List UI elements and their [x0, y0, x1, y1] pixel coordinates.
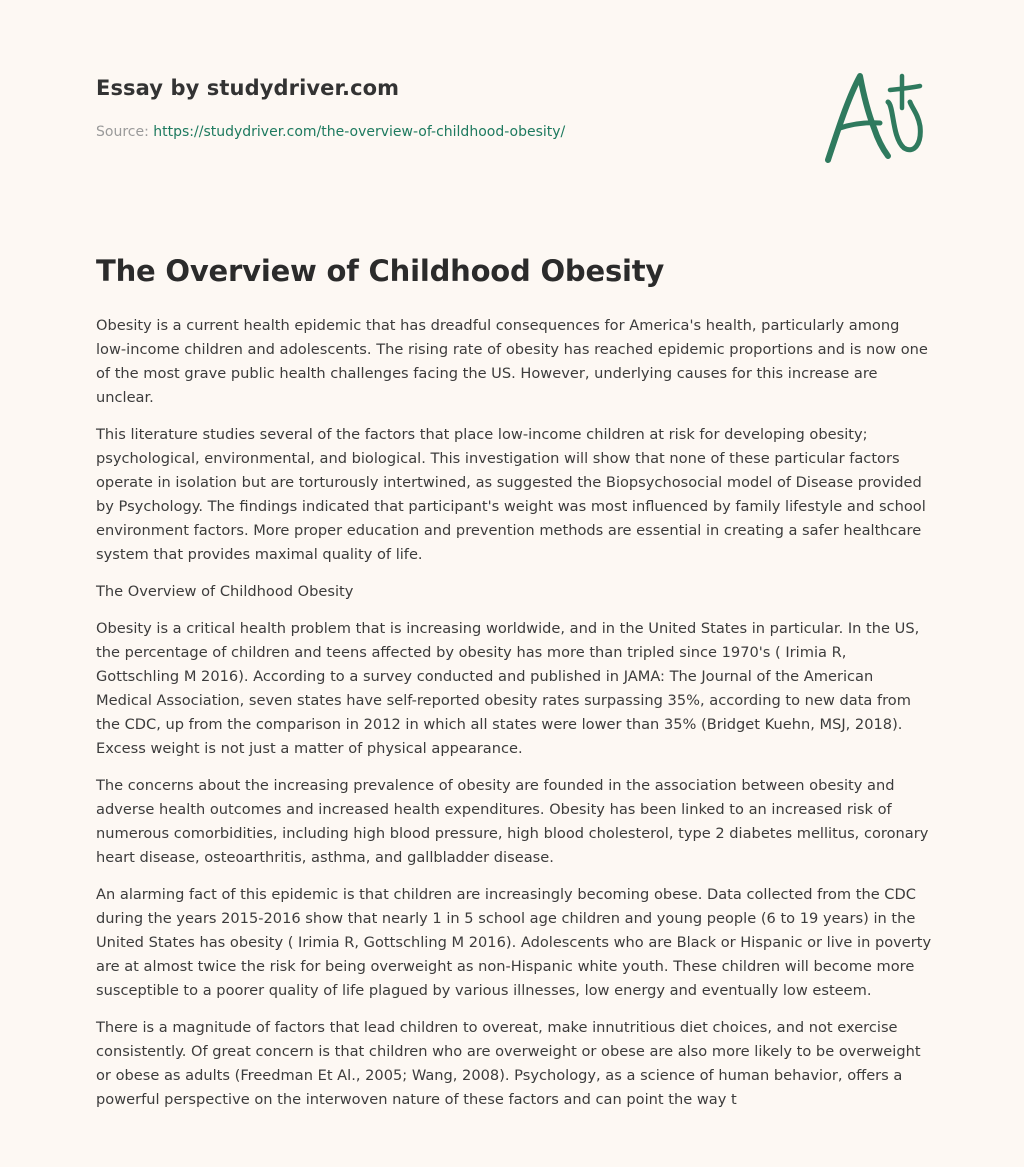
paragraph: An alarming fact of this epidemic is that children are increasingly becoming obese. Data collected from the CDC during the years 2015-2016 show that nearly 1 in 5 school age children and young people (6 to 19 years) in the United States has obesity ( Irimia R, Gottschling M 2016). Adolescents who are Black or Hispanic or live in poverty are at almost twice the risk for being overweight as non-Hispanic white youth. These children will become more susceptible to a poorer quality of life plagued by various illnesses, low energy and eventually low esteem. — [96, 886, 932, 999]
section-subtitle: The Overview of Childhood Obesity — [96, 583, 354, 600]
source-link[interactable]: https://studydriver.com/the-overview-of-childhood-obesity/ — [153, 124, 566, 140]
paragraph: Obesity is a critical health problem that is increasing worldwide, and in the United States in particular. In the US, the percentage of children and teens affected by obesity has more than tripled since 1970's ( Irimia R, Gottschling M 2016). According to a survey conducted and published in JAMA: The Journal of the American Medical Association, seven states have self-reported obesity rates surpassing 35%, according to new data from the CDC, up from the comparison in 2012 in which all states were lower than 35% (Bridget Kuehn, MSJ, 2018). Excess weight is not just a matter of physical appearance. — [96, 620, 920, 757]
article-title: The Overview of Childhood Obesity — [96, 254, 665, 288]
paragraph: Obesity is a current health epidemic that has dreadful consequences for America's health, particularly among low-income children and adolescents. The rising rate of obesity has reached epidemic proportions and is now one of the most grave public health challenges facing the US. However, underlying causes for this increase are unclear. — [96, 317, 928, 406]
article-body — [96, 314, 932, 1125]
a-plus-grade-logo — [822, 68, 932, 166]
paragraph: There is a magnitude of factors that lead children to overeat, make innutritious diet choices, and not exercise consistently. Of great concern is that children who are overweight or obese are also more likely to be overweight or obese as adults (Freedman Et Al., 2005; Wang, 2008). Psychology, as a science of human behavior, offers a powerful perspective on the interwoven nature of these factors and can point the way t — [96, 1019, 921, 1108]
site-title: Essay by studydriver.com — [96, 76, 400, 100]
paragraph: The concerns about the increasing prevalence of obesity are founded in the association between obesity and adverse health outcomes and increased health expenditures. Obesity has been linked to an increased risk of numerous comorbidities, including high blood pressure, high blood cholesterol, type 2 diabetes mellitus, coronary heart disease, osteoarthritis, asthma, and gallbladder disease. — [96, 777, 929, 866]
source-label: Source: — [96, 124, 149, 140]
source-line — [96, 124, 565, 140]
paragraph: This literature studies several of the factors that place low-income children at risk for developing obesity; psychological, environmental, and biological. This investigation will show that none of these particular factors operate in isolation but are torturously intertwined, as suggested the Biopsychosocial model of Disease provided by Psychology. The findings indicated that participant's weight was most influenced by family lifestyle and school environment factors. More proper education and prevention methods are essential in creating a safer healthcare system that provides maximal quality of life. — [96, 426, 926, 563]
